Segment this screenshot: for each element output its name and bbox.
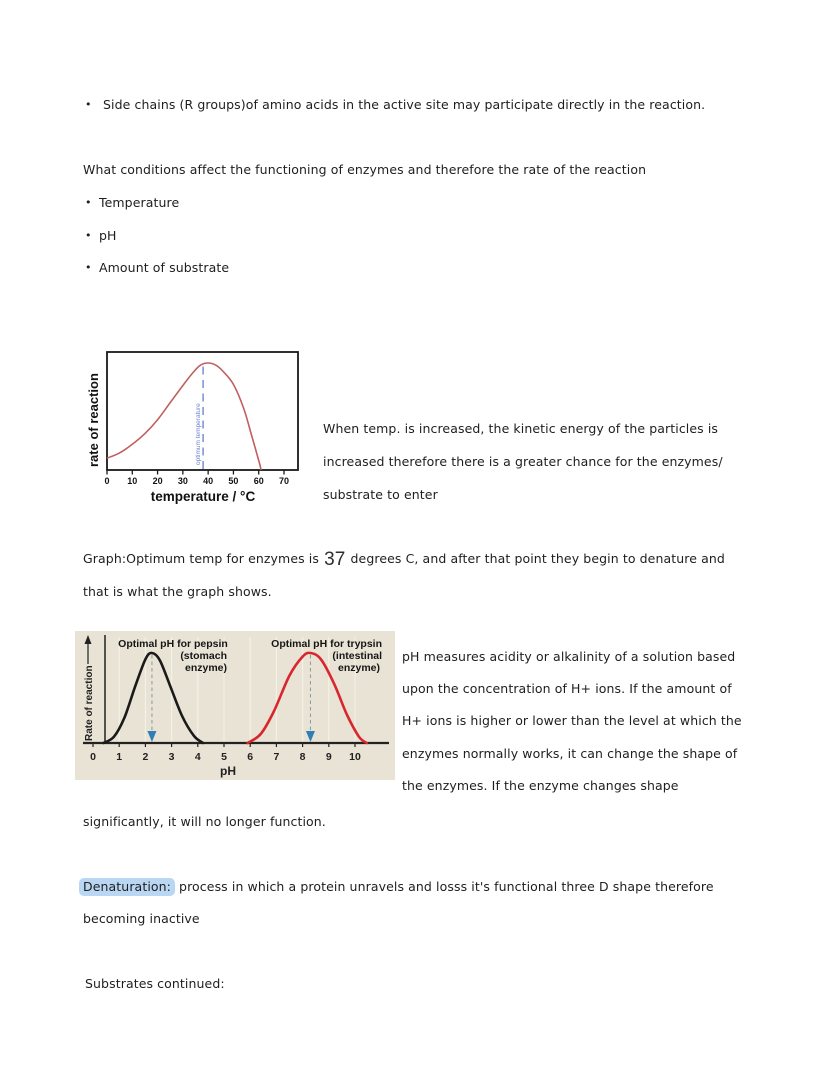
bullet-dot: •	[85, 229, 92, 242]
question-text: What conditions affect the functioning of enzymes and therefore the rate of the reaction	[83, 162, 647, 177]
x-tick-label: 4	[194, 751, 201, 763]
bullet-text: pH	[99, 228, 117, 243]
y-axis-title: rate of reaction	[86, 373, 101, 467]
pepsin-label: (stomach	[180, 650, 227, 662]
bullet-text: Side chains (R groups)of amino acids in the active site may participate directly in the reaction.	[103, 97, 706, 112]
x-tick-label: 60	[253, 476, 264, 486]
x-tick-label: 8	[299, 751, 306, 763]
ph-chart-svg	[75, 631, 395, 780]
x-tick-label: 40	[203, 476, 214, 486]
substrates-heading: Substrates continued:	[85, 976, 225, 991]
x-tick-label: 2	[142, 751, 149, 763]
optimum-temperature-label: optimum temperature	[195, 403, 203, 465]
bullet-text: Amount of substrate	[99, 260, 230, 275]
graph-caption	[83, 549, 725, 570]
bullet-item-ph	[85, 227, 117, 244]
x-tick-label: 30	[177, 476, 188, 486]
ph-note-line: pH measures acidity or alkalinity of a solution based	[402, 649, 736, 664]
x-tick-label: 9	[325, 751, 332, 763]
x-tick-label: 0	[90, 751, 96, 763]
ph-note-line: H+ ions is higher or lower than the level at which the	[402, 713, 742, 728]
x-tick-label: 7	[273, 751, 280, 763]
x-tick-label: 5	[221, 751, 227, 763]
x-tick-label: 20	[152, 476, 163, 486]
graph-caption-line2: that is what the graph shows.	[83, 584, 272, 599]
bullet-item-side-chains	[85, 96, 705, 113]
caption-number: 37	[324, 549, 346, 570]
y-axis-title: Rate of reaction	[84, 665, 95, 741]
denaturation-definition	[83, 878, 714, 895]
bullet-dot: •	[85, 98, 92, 111]
trypsin-label: (intestinal	[332, 650, 382, 662]
x-tick-label: 3	[168, 751, 175, 763]
temperature-rate-chart	[85, 348, 300, 508]
temp-note-line: substrate to enter	[323, 487, 438, 502]
pepsin-label: enzyme)	[184, 662, 227, 674]
bullet-dot: •	[85, 261, 92, 274]
trypsin-label: enzyme)	[337, 662, 380, 674]
pepsin-label: Optimal pH for pepsin	[118, 638, 228, 650]
x-tick-label: 10	[127, 476, 138, 486]
x-axis-title: temperature / °C	[150, 489, 256, 504]
ph-note-continuation: significantly, it will no longer function.	[83, 814, 326, 829]
x-tick-label: 50	[228, 476, 239, 486]
caption-prefix: Graph:Optimum temp for enzymes is	[83, 551, 324, 566]
ph-rate-chart	[75, 631, 395, 780]
ph-note-line: enzymes normally works, it can change the shape of	[402, 746, 738, 761]
x-tick-label: 1	[116, 751, 123, 763]
denaturation-term-highlight: Denaturation:	[79, 878, 175, 896]
x-axis-title: pH	[220, 764, 236, 778]
ph-note-line: upon the concentration of H+ ions. If the amount of	[402, 681, 732, 696]
x-tick-label: 6	[247, 751, 254, 763]
trypsin-label: Optimal pH for trypsin	[271, 638, 382, 650]
bullet-text: Temperature	[99, 195, 180, 210]
ph-note-line: the enzymes. If the enzyme changes shape	[402, 778, 679, 793]
temp-note-line: increased therefore there is a greater chance for the enzymes/	[323, 454, 723, 469]
caption-suffix: degrees C, and after that point they begin to denature and	[346, 551, 725, 566]
x-tick-label: 70	[278, 476, 290, 486]
denaturation-text: process in which a protein unravels and losss it's functional three D shape therefore	[174, 879, 714, 894]
x-tick-label: 0	[104, 476, 110, 486]
bullet-item-temperature	[85, 194, 179, 211]
temp-note-line: When temp. is increased, the kinetic energy of the particles is	[323, 421, 719, 436]
bullet-dot: •	[85, 196, 92, 209]
denaturation-line2: becoming inactive	[83, 911, 200, 926]
bullet-item-substrate	[85, 259, 229, 276]
x-tick-label: 10	[349, 751, 361, 763]
temperature-chart-svg	[85, 348, 300, 508]
